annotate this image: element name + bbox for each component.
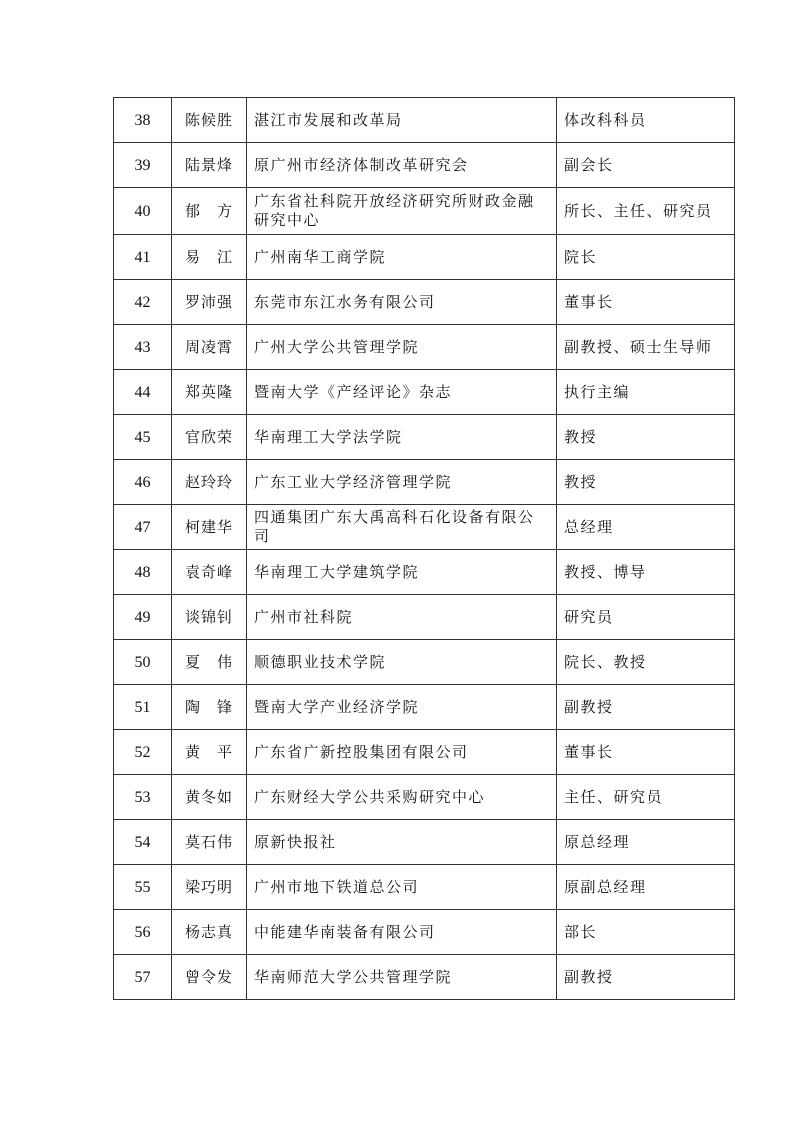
member-name: 杨志真 (172, 910, 247, 955)
member-name: 周凌霄 (172, 325, 247, 370)
member-unit: 暨南大学《产经评论》杂志 (247, 370, 557, 415)
table-row (114, 188, 735, 235)
member-unit: 原新快报社 (247, 820, 557, 865)
member-unit: 广州市地下铁道总公司 (247, 865, 557, 910)
member-unit: 湛江市发展和改革局 (247, 98, 557, 143)
member-unit: 广东省广新控股集团有限公司 (247, 730, 557, 775)
member-name: 陶 锋 (172, 685, 247, 730)
member-title: 所长、主任、研究员 (557, 188, 735, 235)
member-unit: 暨南大学产业经济学院 (247, 685, 557, 730)
member-unit: 原广州市经济体制改革研究会 (247, 143, 557, 188)
member-title: 院长 (557, 235, 735, 280)
member-title: 副教授 (557, 955, 735, 1000)
member-unit: 华南理工大学法学院 (247, 415, 557, 460)
row-number: 40 (114, 188, 172, 235)
member-title: 原副总经理 (557, 865, 735, 910)
member-name: 罗沛强 (172, 280, 247, 325)
member-unit: 广州大学公共管理学院 (247, 325, 557, 370)
table-row (114, 730, 735, 775)
member-name: 曾令发 (172, 955, 247, 1000)
table-row (114, 685, 735, 730)
table-row (114, 415, 735, 460)
row-number: 52 (114, 730, 172, 775)
member-unit: 华南师范大学公共管理学院 (247, 955, 557, 1000)
member-unit: 东莞市东江水务有限公司 (247, 280, 557, 325)
row-number: 41 (114, 235, 172, 280)
member-title: 副教授、硕士生导师 (557, 325, 735, 370)
member-title: 董事长 (557, 280, 735, 325)
member-title: 副会长 (557, 143, 735, 188)
member-name: 赵玲玲 (172, 460, 247, 505)
member-title: 原总经理 (557, 820, 735, 865)
table-row (114, 550, 735, 595)
member-unit: 广州市社科院 (247, 595, 557, 640)
table-row (114, 280, 735, 325)
row-number: 47 (114, 505, 172, 550)
member-name: 莫石伟 (172, 820, 247, 865)
table-row (114, 143, 735, 188)
member-name: 谈锦钊 (172, 595, 247, 640)
member-title: 执行主编 (557, 370, 735, 415)
member-title: 部长 (557, 910, 735, 955)
member-name: 官欣荣 (172, 415, 247, 460)
member-name: 袁奇峰 (172, 550, 247, 595)
member-unit: 四通集团广东大禹高科石化设备有限公司 (247, 505, 557, 550)
member-table-body (114, 98, 735, 1000)
row-number: 46 (114, 460, 172, 505)
row-number: 42 (114, 280, 172, 325)
member-title: 教授 (557, 415, 735, 460)
member-title: 体改科科员 (557, 98, 735, 143)
member-unit: 中能建华南装备有限公司 (247, 910, 557, 955)
table-row (114, 235, 735, 280)
row-number: 48 (114, 550, 172, 595)
table-row (114, 505, 735, 550)
table-row (114, 865, 735, 910)
row-number: 50 (114, 640, 172, 685)
row-number: 49 (114, 595, 172, 640)
member-title: 董事长 (557, 730, 735, 775)
row-number: 43 (114, 325, 172, 370)
member-title: 院长、教授 (557, 640, 735, 685)
member-name: 黄冬如 (172, 775, 247, 820)
member-title: 教授 (557, 460, 735, 505)
member-unit: 顺德职业技术学院 (247, 640, 557, 685)
table-row (114, 955, 735, 1000)
member-name: 柯建华 (172, 505, 247, 550)
member-title: 主任、研究员 (557, 775, 735, 820)
table-row (114, 820, 735, 865)
member-name: 陈候胜 (172, 98, 247, 143)
member-name: 郁 方 (172, 188, 247, 235)
row-number: 54 (114, 820, 172, 865)
table-row (114, 460, 735, 505)
table-row (114, 910, 735, 955)
member-title: 总经理 (557, 505, 735, 550)
member-unit: 广州南华工商学院 (247, 235, 557, 280)
row-number: 39 (114, 143, 172, 188)
member-unit: 广东财经大学公共采购研究中心 (247, 775, 557, 820)
table-row (114, 98, 735, 143)
row-number: 53 (114, 775, 172, 820)
table-row (114, 370, 735, 415)
member-title: 研究员 (557, 595, 735, 640)
member-unit: 华南理工大学建筑学院 (247, 550, 557, 595)
member-title: 教授、博导 (557, 550, 735, 595)
member-table (113, 97, 735, 1000)
member-name: 黄 平 (172, 730, 247, 775)
row-number: 45 (114, 415, 172, 460)
row-number: 51 (114, 685, 172, 730)
member-name: 梁巧明 (172, 865, 247, 910)
row-number: 56 (114, 910, 172, 955)
row-number: 44 (114, 370, 172, 415)
member-unit: 广东工业大学经济管理学院 (247, 460, 557, 505)
table-row (114, 595, 735, 640)
member-name: 易 江 (172, 235, 247, 280)
row-number: 57 (114, 955, 172, 1000)
table-row (114, 640, 735, 685)
member-unit: 广东省社科院开放经济研究所财政金融研究中心 (247, 188, 557, 235)
row-number: 55 (114, 865, 172, 910)
member-name: 夏 伟 (172, 640, 247, 685)
table-row (114, 325, 735, 370)
row-number: 38 (114, 98, 172, 143)
member-title: 副教授 (557, 685, 735, 730)
table-row (114, 775, 735, 820)
member-name: 陆景烽 (172, 143, 247, 188)
member-name: 郑英隆 (172, 370, 247, 415)
